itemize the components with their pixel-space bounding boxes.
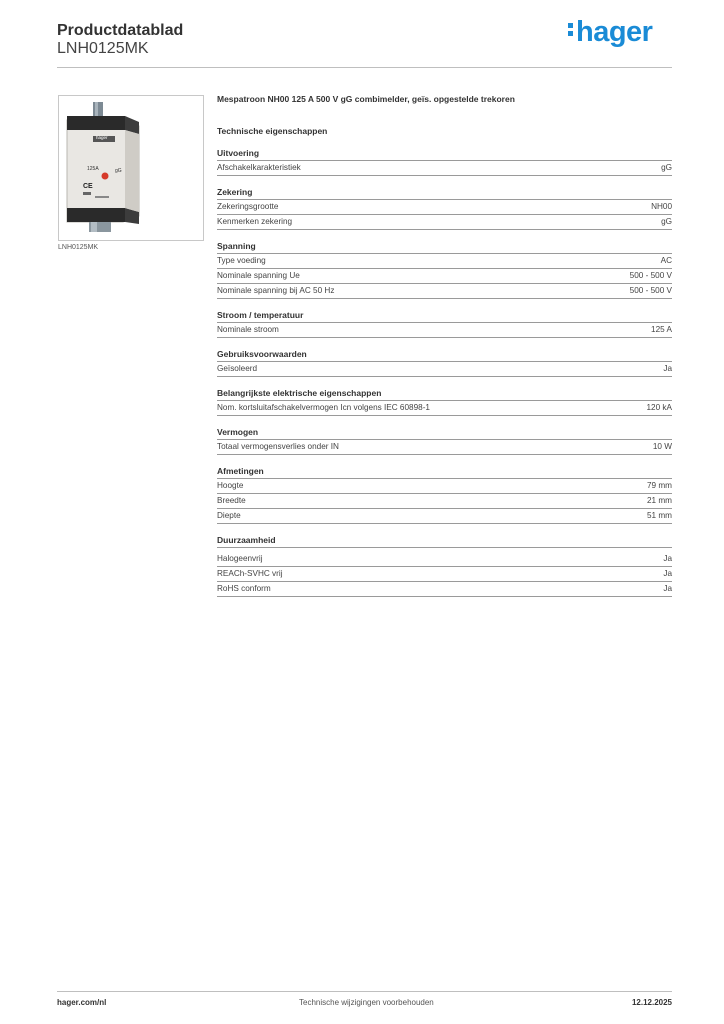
spec-value: NH00 [651, 202, 672, 211]
spec-group-title: Zekering [217, 187, 672, 200]
spec-label: Totaal vermogensverlies onder IN [217, 442, 339, 451]
spec-value: 10 W [652, 442, 672, 451]
spec-group-title: Uitvoering [217, 148, 672, 161]
product-code: LNH0125MK [57, 40, 149, 57]
spec-row [217, 362, 672, 377]
spec-group [217, 241, 672, 299]
spec-row [217, 401, 672, 416]
spec-group-title: Duurzaamheid [217, 535, 672, 548]
spec-value: gG [661, 217, 672, 226]
spec-label: Nominale spanning Ue [217, 271, 300, 280]
spec-row [217, 269, 672, 284]
spec-value: 125 A [651, 325, 672, 334]
spec-value: AC [660, 256, 672, 265]
product-description: Mespatroon NH00 125 A 500 V gG combimelder, geïs. opgestelde trekoren [217, 94, 515, 104]
hager-logo [568, 16, 652, 49]
spec-group [217, 349, 672, 377]
spec-value: Ja [663, 569, 672, 578]
logo-text: hager [576, 16, 653, 48]
spec-content [217, 94, 672, 608]
spec-value: 51 mm [646, 511, 672, 520]
image-caption: LNH0125MK [58, 244, 99, 251]
spec-value: Ja [663, 554, 672, 563]
spec-group-title: Afmetingen [217, 466, 672, 479]
spec-group-title: Spanning [217, 241, 672, 254]
logo-dots [568, 20, 573, 39]
spec-row [217, 509, 672, 524]
spec-group-title: Stroom / temperatuur [217, 310, 672, 323]
spec-group [217, 388, 672, 416]
footer-website: hager.com/nl [57, 998, 107, 1007]
header-divider [57, 67, 672, 68]
spec-value: Ja [663, 584, 672, 593]
spec-group [217, 187, 672, 230]
fuse-label-rating: 125A [87, 166, 99, 172]
spec-label: Type voeding [217, 256, 266, 265]
spec-label: Halogeenvrij [217, 554, 263, 563]
ce-mark: CE [83, 183, 93, 190]
spec-row [217, 552, 672, 567]
spec-label: Nominale stroom [217, 325, 279, 334]
spec-label: RoHS conform [217, 584, 271, 593]
product-image [58, 95, 204, 241]
spec-label: Breedte [217, 496, 246, 505]
spec-label: Diepte [217, 511, 241, 520]
spec-value: Ja [663, 364, 672, 373]
spec-row [217, 582, 672, 597]
spec-label: Geïsoleerd [217, 364, 258, 373]
spec-row [217, 440, 672, 455]
section-heading: Technische eigenschappen [217, 126, 328, 136]
spec-group [217, 427, 672, 455]
spec-label: Kenmerken zekering [217, 217, 293, 226]
spec-label: Nom. kortsluitafschakelvermogen Icn volgens IEC 60898-1 [217, 403, 430, 412]
spec-label: Zekeringsgrootte [217, 202, 279, 211]
footer-date: 12.12.2025 [631, 998, 672, 1007]
spec-value: gG [661, 163, 672, 172]
spec-group [217, 466, 672, 524]
spec-value: 500 - 500 V [629, 271, 672, 280]
spec-row [217, 161, 672, 176]
spec-group [217, 310, 672, 338]
spec-value: 79 mm [646, 481, 672, 490]
footer-divider [57, 991, 672, 992]
spec-group [217, 148, 672, 176]
spec-value: 21 mm [646, 496, 672, 505]
spec-row [217, 567, 672, 582]
spec-row [217, 494, 672, 509]
spec-row [217, 254, 672, 269]
spec-label: Afschakelkarakteristiek [217, 163, 301, 172]
spec-label: REACh-SVHC vrij [217, 569, 283, 578]
spec-row [217, 284, 672, 299]
fuse-label-brand: hager [96, 135, 108, 140]
spec-group [217, 535, 672, 597]
spec-row [217, 479, 672, 494]
spec-group-title: Vermogen [217, 427, 672, 440]
spec-row [217, 323, 672, 338]
fuse-label-gg: gG [115, 168, 122, 174]
spec-label: Hoogte [217, 481, 244, 490]
spec-value: 500 - 500 V [629, 286, 672, 295]
spec-label: Nominale spanning bij AC 50 Hz [217, 286, 335, 295]
spec-row [217, 200, 672, 215]
spec-group-title: Belangrijkste elektrische eigenschappen [217, 388, 672, 401]
spec-row [217, 215, 672, 230]
fuse-illustration [59, 96, 203, 240]
spec-groups [217, 148, 672, 597]
spec-group-title: Gebruiksvoorwaarden [217, 349, 672, 362]
spec-value: 120 kA [646, 403, 672, 412]
footer-disclaimer: Technische wijzigingen voorbehouden [299, 998, 434, 1007]
page-title: Productdatablad [57, 22, 184, 39]
